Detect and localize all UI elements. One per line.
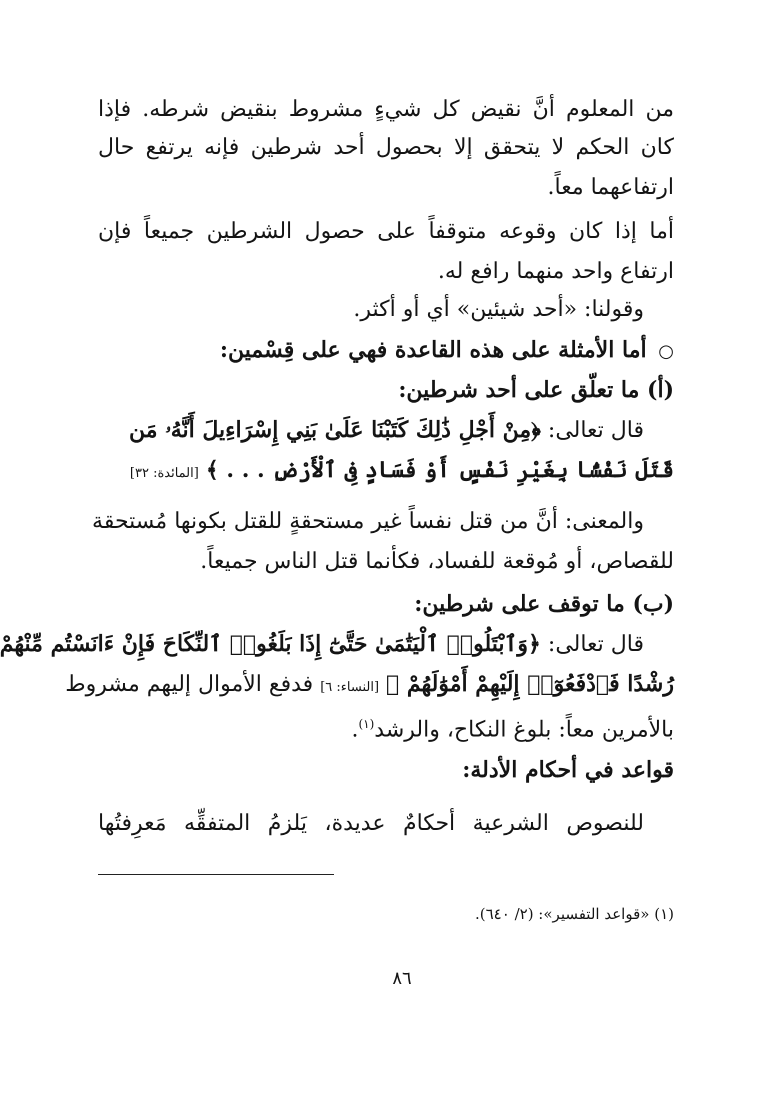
part-b-verse-line-2 [65,666,674,704]
part-b-line-2-tail: فدفع الأموال إليهم مشروط [65,672,314,697]
verse-intro: قال تعالى: [547,418,644,443]
verse-reference: [المائدة: ٣٢] [129,466,199,481]
part-b-verse-line-1 [0,626,674,664]
section-heading [98,332,674,370]
part-a-verse-line-1 [98,412,674,450]
part-b-heading: (ب) ما توقف على شرطين: [414,591,674,617]
footnote-number: (١) [654,905,674,923]
quran-verse: ﴿مِنْ أَجْلِ ذَٰلِكَ كَتَبْنَا عَلَىٰ بَنِي إِسْرَاءِيلَ أَنَّهُۥ مَن [129,417,541,443]
page-number: ٨٦ [392,968,412,989]
rules-heading: قواعد في أحكام الأدلة: [462,757,674,783]
footnote-marker: (١) [358,717,375,731]
quran-verse-continued: قَتَلَ نَفْسًۢا بِغَيْرِ نَفْسٍ أَوْ فَسَادٍ فِى ٱلْأَرْضِ . . . ﴾ [205,457,674,483]
part-a-meaning-line-1: والمعنى: أنَّ من قتل نفساً غير مستحقةٍ للقتل بكونها مُستحقة [92,509,644,534]
quran-verse: ﴿وَٱبْتَلُوا۟ ٱلْيَتَٰمَىٰ حَتَّىٰٓ إِذَا بَلَغُوا۟ ٱلنِّكَاحَ فَإِنْ ءَانَسْتُم مِّنْهُمْ [0,631,541,657]
body-line-1: من المعلوم أنَّ نقيض كل شيءٍ مشروط بنقيض شرطه. فإذا [98,97,674,122]
part-a-heading: (أ) ما تعلّق على أحد شرطين: [398,377,674,403]
body-line-5: ارتفاع واحد منهما رافع له. [437,259,674,284]
body-line-3: ارتفاعهما معاً. [547,175,674,200]
verse-intro: قال تعالى: [547,632,644,657]
footnote-divider [98,874,334,875]
verse-reference: [النساء: ٦] [320,680,380,695]
section-heading-text: أما الأمثلة على هذه القاعدة فهي على قِسْمين: [219,337,647,363]
part-a-verse-line-2 [98,452,674,490]
body-line-6: وقولنا: «أحد شيئين» أي أو أكثر. [353,297,644,322]
rules-line: للنصوص الشرعية أحكامٌ عديدة، يَلزمُ المتفقِّه مَعرِفتُها [98,811,644,836]
circle-bullet-icon: ○ [658,341,674,362]
footnote [475,902,674,926]
quran-verse-continued: رُشْدًا فَٱدْفَعُوٓا۟ إِلَيْهِمْ أَمْوَٰلَهُمْ ﴾ [386,671,674,697]
body-line-4: أما إذا كان وقوعه متوقفاً على حصول الشرطين جميعاً فإن [98,219,674,244]
part-a-meaning-line-2: للقصاص، أو مُوقعة للفساد، فكأنما قتل الناس جميعاً. [200,549,674,574]
footnote-text: «قواعد التفسير»: (٢/ ٦٤٠). [475,905,650,923]
part-b-line-3-end: . [351,717,359,743]
part-b-line-3-text: بالأمرين معاً: بلوغ النكاح، والرشد [374,717,674,743]
body-line-2: كان الحكم لا يتحقق إلا بحصول أحد شرطين فإنه يرتفع حال [98,135,674,160]
part-b-line-3 [98,706,674,744]
